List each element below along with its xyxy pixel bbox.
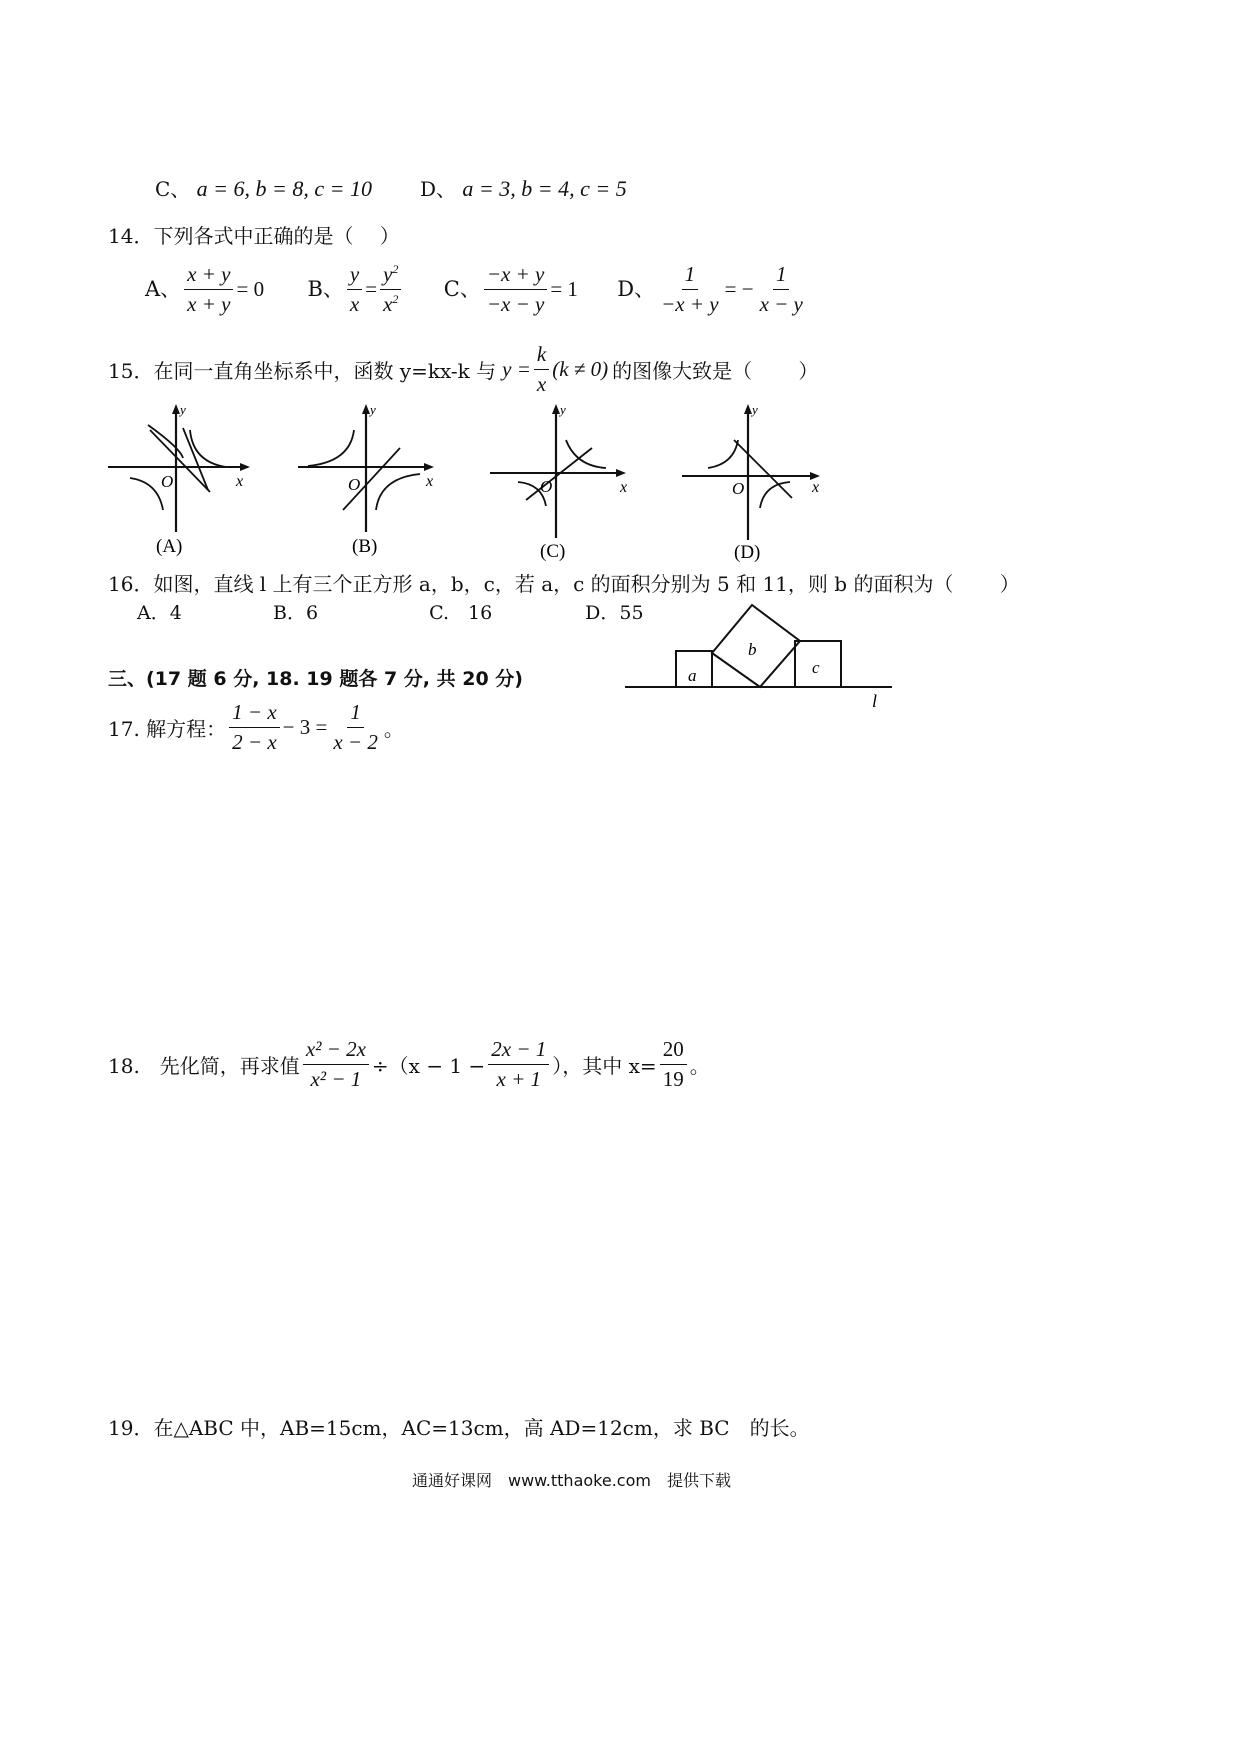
axis-x-label: x	[236, 473, 244, 490]
q16-option-c: C. 16	[429, 602, 493, 624]
equals: =	[365, 277, 378, 302]
q14-option-d	[617, 262, 809, 317]
graph-c	[490, 400, 640, 560]
q14-option-a	[145, 262, 264, 317]
axis-x-label: x	[426, 473, 434, 490]
rhs: = 0	[236, 277, 265, 302]
graph-caption: (C)	[540, 541, 566, 562]
axis-y-label: y	[560, 402, 566, 417]
option-expr: a = 3, b = 4, c = 5	[462, 176, 627, 201]
graph-b-svg	[298, 400, 448, 560]
denominator: x² − 1	[310, 1067, 362, 1092]
y-equals: y =	[502, 357, 531, 382]
denominator: x − 2	[333, 730, 378, 755]
denominator: x − y	[759, 292, 803, 317]
numerator: 1	[682, 262, 699, 290]
q14-option-b	[307, 262, 404, 317]
q13-option-c	[155, 173, 372, 202]
fraction	[347, 262, 362, 317]
numerator: 1 − x	[229, 700, 280, 728]
option-label: D、	[420, 177, 457, 201]
graph-caption: (A)	[156, 536, 183, 557]
fraction	[660, 1037, 687, 1092]
q16-option-b: B．6	[273, 602, 319, 624]
numerator-base: y	[383, 262, 393, 286]
denominator: x	[349, 292, 360, 317]
q13-option-d	[420, 173, 627, 202]
numerator: x² − 2x	[303, 1037, 369, 1065]
fraction	[330, 700, 381, 755]
q16-options	[137, 598, 644, 625]
denominator: x + y	[187, 292, 231, 317]
graph-caption: (B)	[352, 536, 378, 557]
axis-x-label: x	[620, 479, 628, 496]
q17-prefix: 17. 解方程：	[108, 717, 227, 742]
graph-b	[298, 400, 448, 560]
graph-d-svg	[682, 400, 832, 563]
graph-a-svg	[108, 400, 258, 560]
q18-end: 。	[689, 1054, 710, 1079]
option-label: B、	[307, 277, 344, 302]
q18-prefix: 18. 先化简，再求值	[108, 1054, 300, 1079]
numerator: $y^2$	[380, 262, 401, 290]
graph-caption: (D)	[734, 542, 761, 563]
option-label: D、	[617, 277, 656, 302]
fraction	[484, 262, 547, 317]
squares-figure-svg	[620, 595, 910, 715]
rhs: = 1	[550, 277, 578, 302]
axis-x-label: x	[812, 479, 820, 496]
stem-text: 15．在同一直角坐标系中，函数 y=kx-k 与	[108, 359, 497, 384]
origin-label: O	[732, 479, 745, 498]
q19: 19．在△ABC 中，AB=15cm，AC=13cm，高 AD=12cm，求 BC 的长。	[108, 1416, 810, 1440]
denominator: x	[536, 372, 547, 397]
denominator: $x^2$	[383, 292, 399, 317]
q16-option-d: D．55	[585, 602, 644, 624]
stem-text: 的图像大致是（ ）	[612, 359, 819, 384]
q14-options	[145, 262, 809, 317]
q15-stem	[108, 342, 818, 397]
option-label: C、	[155, 177, 191, 201]
numerator: 2x − 1	[488, 1037, 549, 1065]
q18	[108, 1037, 710, 1092]
denominator-base: x	[383, 292, 393, 317]
denominator: 19	[662, 1067, 684, 1092]
equals-minus: = −	[724, 277, 754, 302]
numerator: 1	[773, 262, 790, 290]
label-b: b	[748, 640, 757, 659]
origin-label: O	[348, 475, 361, 494]
q18-divide: ÷（x − 1 −	[371, 1054, 486, 1079]
axis-y-label: y	[180, 402, 186, 417]
numerator: y	[347, 262, 362, 290]
option-expr: a = 6, b = 8, c = 10	[196, 176, 372, 201]
fraction	[380, 262, 401, 317]
q17-end: 。	[383, 717, 404, 742]
fraction	[658, 262, 721, 317]
option-label: C、	[443, 277, 481, 302]
graph-a	[108, 400, 258, 560]
q18-close: ），其中 x=	[552, 1054, 657, 1079]
denominator: −x − y	[486, 292, 545, 317]
q17	[108, 700, 404, 755]
axis-y-label: y	[752, 402, 758, 417]
origin-label: O	[540, 477, 553, 496]
numerator: −x + y	[484, 262, 547, 290]
option-label: A、	[145, 277, 182, 302]
footer: 通通好课网 www.tthaoke.com 提供下载	[412, 1471, 731, 1490]
label-l: l	[872, 691, 878, 711]
denominator: 2 − x	[232, 730, 277, 755]
numerator: x + y	[184, 262, 233, 290]
q16-option-a: A．4	[137, 602, 182, 624]
denominator: −x + y	[661, 292, 719, 317]
fraction	[757, 262, 806, 317]
numerator: 20	[660, 1037, 687, 1065]
origin-label: O	[161, 472, 174, 491]
graph-d	[682, 400, 832, 563]
fraction	[184, 262, 233, 317]
denominator: x + 1	[496, 1067, 542, 1092]
q16-stem: 16．如图，直线 l 上有三个正方形 a，b，c，若 a，c 的面积分别为 5 和 11，则 b 的面积为（ ）	[108, 572, 1020, 596]
numerator: 1	[347, 700, 364, 728]
fraction	[303, 1037, 369, 1092]
q17-mid: − 3 =	[282, 715, 328, 740]
squares-figure	[620, 595, 910, 715]
axis-y-label: y	[370, 402, 376, 417]
fraction	[229, 700, 280, 755]
q14-option-c	[444, 262, 578, 317]
numerator: k	[534, 342, 549, 370]
graph-c-svg	[490, 400, 640, 560]
section3-heading: 三、(17 题 6 分, 18. 19 题各 7 分, 共 20 分)	[108, 668, 523, 690]
fraction	[534, 342, 549, 397]
label-a: a	[688, 666, 697, 685]
condition: (k ≠ 0)	[552, 357, 609, 382]
label-c: c	[812, 658, 820, 677]
q14-stem: 14．下列各式中正确的是（ ）	[108, 224, 400, 248]
fraction	[488, 1037, 549, 1092]
